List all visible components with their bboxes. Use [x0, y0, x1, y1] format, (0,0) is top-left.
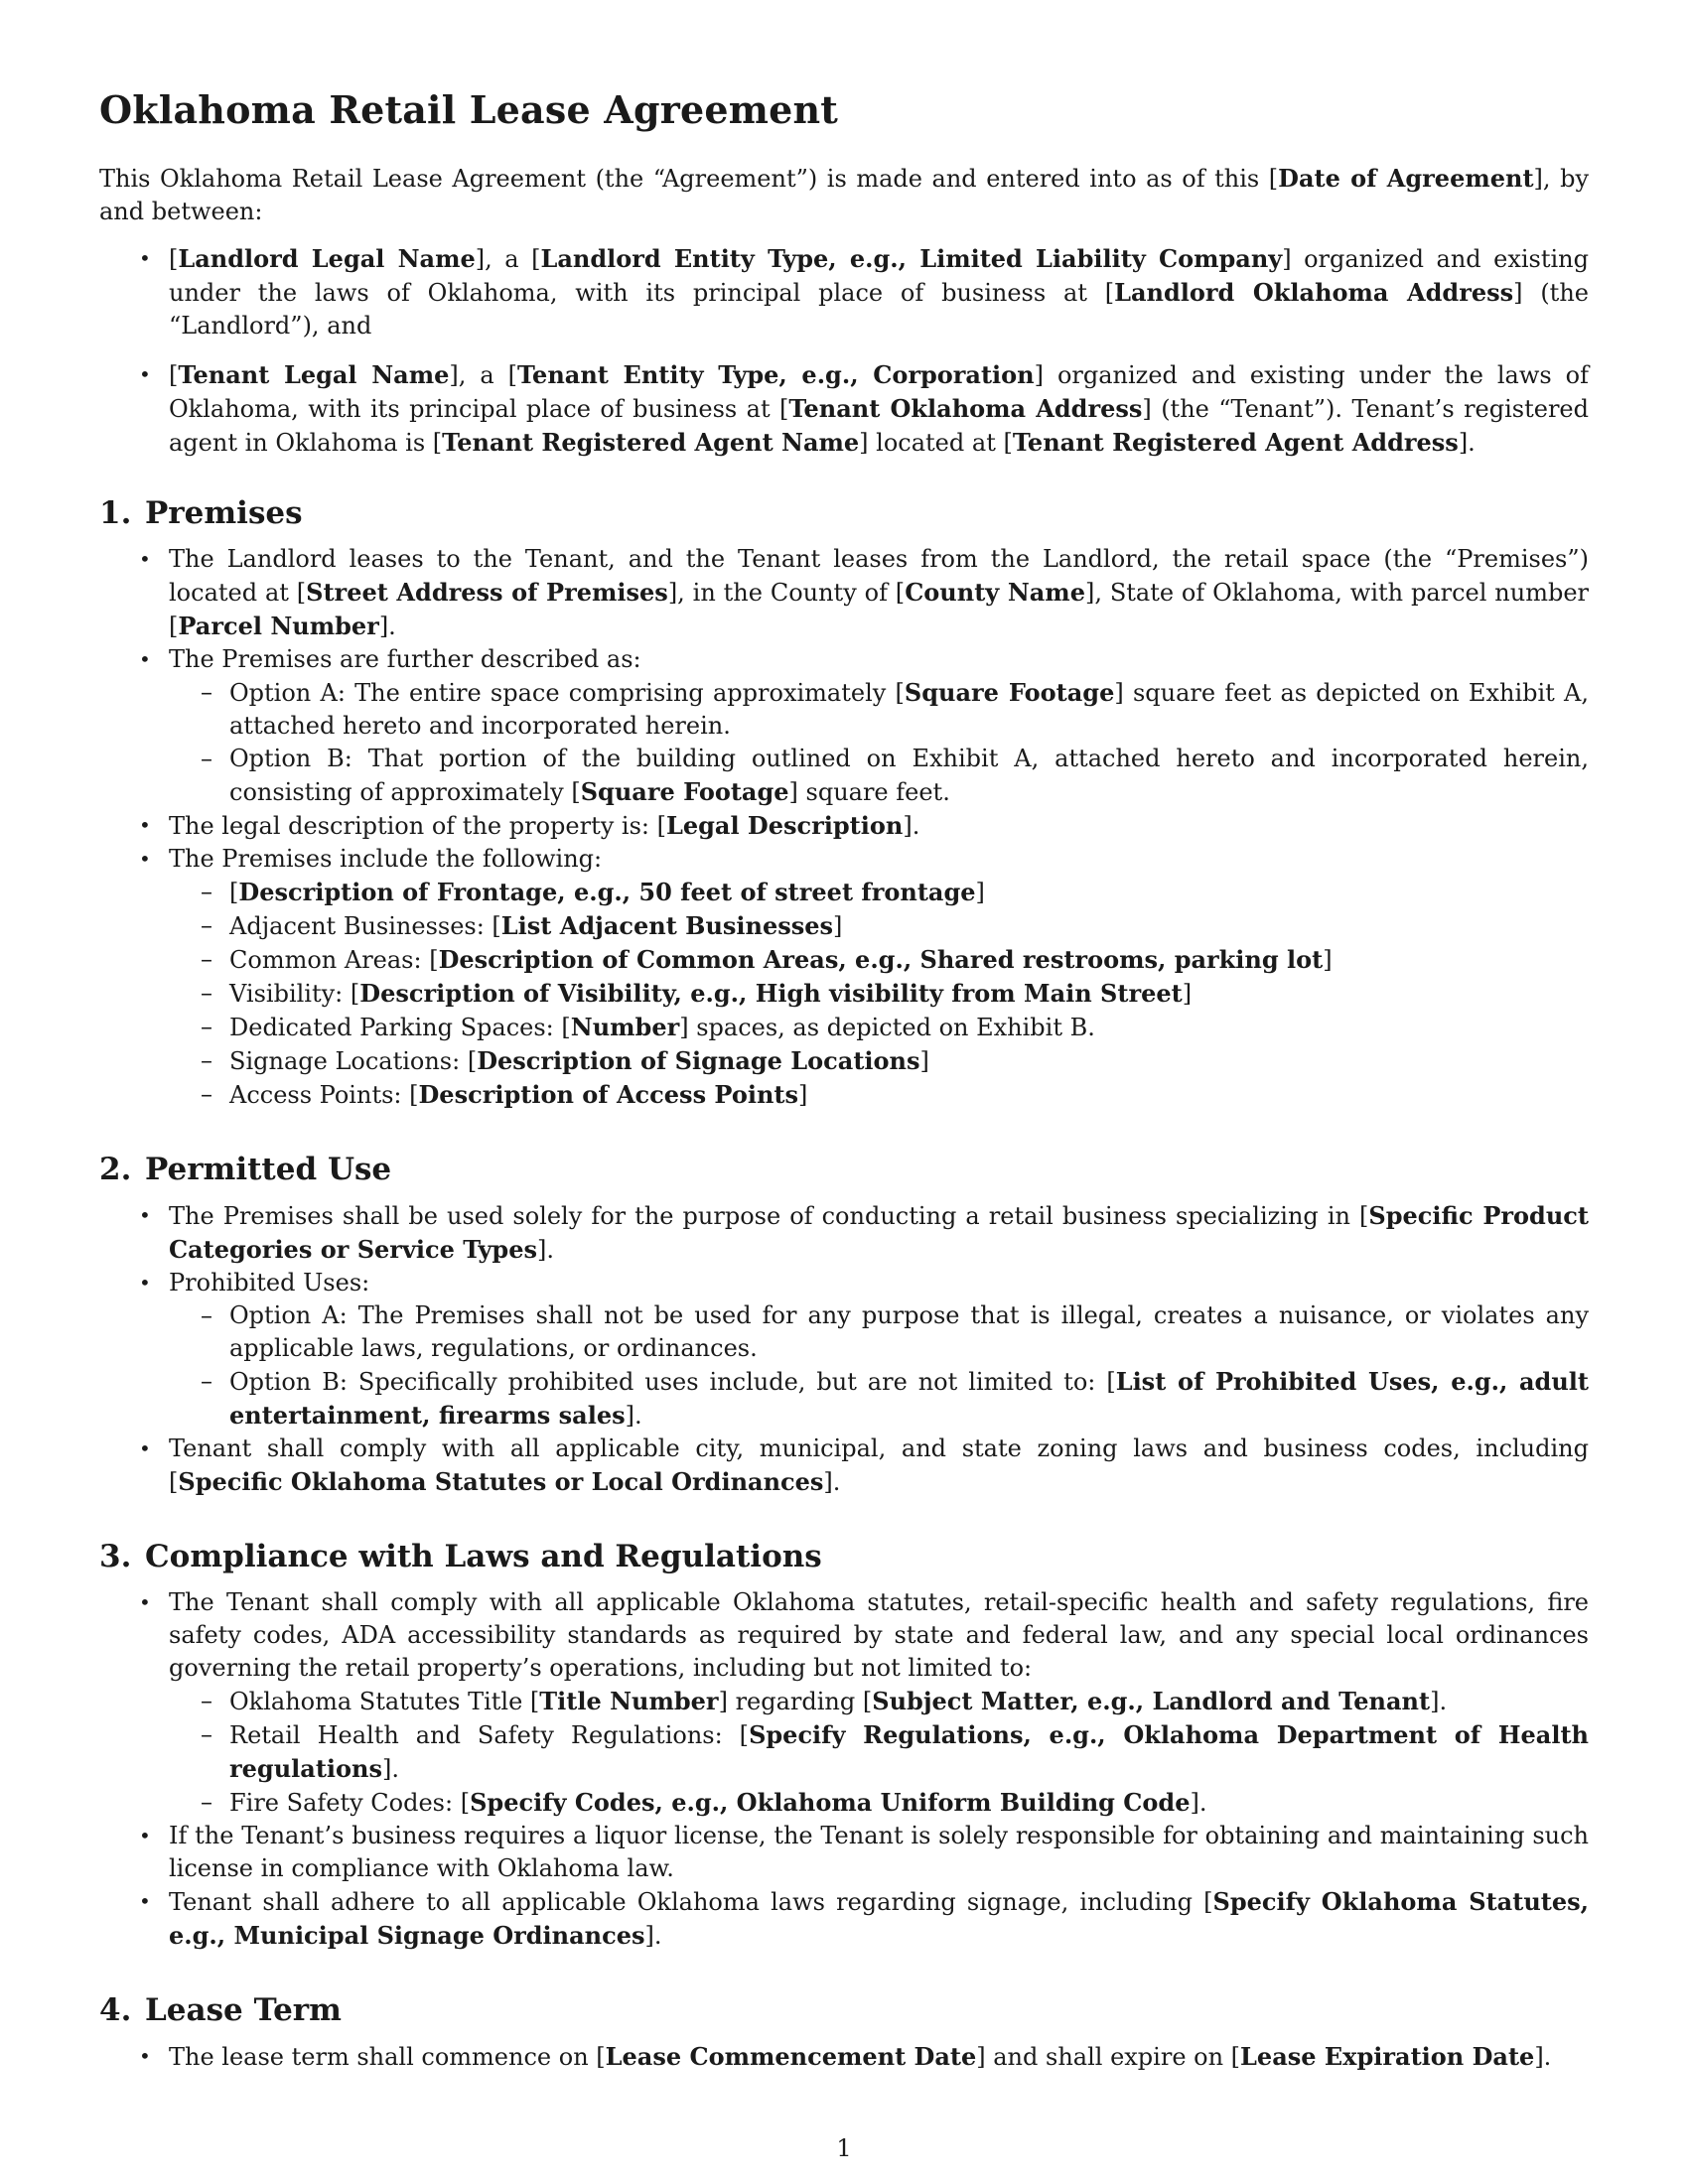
bullet-icon: •	[139, 547, 151, 571]
field-visibility: Description of Visibility, e.g., High visibility from Main Street	[359, 979, 1183, 1008]
sublist-item: – [Description of Frontage, e.g., 50 feet of street frontage]	[201, 878, 985, 906]
sublist	[169, 876, 1589, 1112]
list-item: • Tenant shall adhere to all applicable Oklahoma laws regarding signage, including [Specify Oklahoma Statutes, e.g., Municipal Signage Ordinances].	[139, 1887, 1589, 1950]
bullet-icon: •	[139, 2044, 151, 2068]
dash-icon: –	[201, 1367, 212, 1395]
list-item: • The Premises are further described as: – Option A: The entire space comprising approximately [Square Footage] square feet as depicted on Exhibit A, attached hereto and incorporated herein. – Option B: That portion of the building outlined on Exhibit A, attached hereto and incorporated herein, consisting of approximately [Square Footage] square feet.	[99, 643, 1589, 809]
field-tenant-agent-address: Tenant Registered Agent Address	[1012, 428, 1459, 457]
dash-icon: –	[201, 1046, 212, 1074]
dash-icon: –	[201, 945, 212, 973]
field-commencement-date: Lease Commencement Date	[605, 2042, 977, 2071]
field-common-areas: Description of Common Areas, e.g., Shared restrooms, parking lot	[438, 945, 1324, 974]
sublist-item: – Option A: The Premises shall not be used for any purpose that is illegal, creates a nuisance, or violates any applicable laws, regulations, or ordinances.	[201, 1301, 1589, 1362]
parties-list	[99, 242, 1589, 460]
sublist-item: – Option B: That portion of the building outlined on Exhibit A, attached hereto and incorporated herein, consisting of approximately [Square Footage] square feet.	[201, 745, 1589, 806]
field-square-footage: Square Footage	[904, 678, 1115, 707]
sublist	[169, 1299, 1589, 1433]
bullet-icon: •	[139, 1271, 151, 1295]
field-date-of-agreement: Date of Agreement	[1278, 164, 1534, 193]
field-health-regulations: Specify Regulations, e.g., Oklahoma Department of Health regulations	[229, 1720, 1590, 1783]
section-heading-premises: 1. Premises	[99, 495, 303, 531]
field-signage-statutes: Specify Oklahoma Statutes, e.g., Municipal Signage Ordinances	[169, 1887, 1589, 1950]
party-landlord: • [Landlord Legal Name], a [Landlord Entity Type, e.g., Limited Liability Company] organized and existing under the laws of Oklahoma, with its principal place of business at [Landlord Oklahoma Address] (the “Landlord”), and	[139, 244, 1590, 340]
section-heading-lease-term: 4. Lease Term	[99, 1992, 342, 2028]
bullet-icon: •	[139, 847, 151, 871]
list-item: • The Landlord leases to the Tenant, and the Tenant leases from the Landlord, the retail space (the “Premises”) located at [Street Address of Premises], in the County of [County Name], State of Oklahoma, with parcel number [Parcel Number].	[139, 545, 1590, 640]
dash-icon: –	[201, 878, 212, 905]
field-landlord-address: Landlord Oklahoma Address	[1114, 278, 1514, 307]
sublist-item: – Option A: The entire space comprising approximately [Square Footage] square feet as depicted on Exhibit A, attached hereto and incorporated herein.	[201, 678, 1589, 740]
party-tenant: • [Tenant Legal Name], a [Tenant Entity Type, e.g., Corporation] organized and existing under the laws of Oklahoma, with its principal place of business at [Tenant Oklahoma Address] (the “Tenant”). Tenant’s registered agent in Oklahoma is [Tenant Registered Agent Name] located at [Tenant Registered Agent Address].	[139, 360, 1590, 457]
dash-icon: –	[201, 1788, 212, 1816]
dash-icon: –	[201, 1720, 212, 1748]
bullet-icon: •	[139, 1824, 151, 1847]
field-street-address: Street Address of Premises	[306, 578, 668, 607]
document-title: Oklahoma Retail Lease Agreement	[99, 87, 839, 132]
bullet-icon: •	[139, 813, 151, 837]
field-product-categories: Specific Product Categories or Service Types	[169, 1201, 1589, 1264]
field-tenant-entity: Tenant Entity Type, e.g., Corporation	[516, 360, 1035, 389]
field-parcel-number: Parcel Number	[178, 612, 379, 640]
bullet-icon: •	[139, 246, 151, 270]
field-tenant-agent-name: Tenant Registered Agent Name	[442, 428, 860, 457]
field-adjacent-businesses: List Adjacent Businesses	[500, 911, 834, 940]
list-item: • The Tenant shall comply with all applicable Oklahoma statutes, retail-specific health and safety regulations, fire safety codes, ADA accessibility standards as required by state and federal law, and any special local ordinances governing the retail property’s operations, including but not limited to: – Oklahoma Statutes Title [Title Number] regarding [Subject Matter, e.g., Landlord and Tenant]. – Retail Health and Safety Regulations: [Specify Regulations, e.g., Oklahoma Department of Health regulations]. – Fire Safety Codes: [Specify Codes, e.g., Oklahoma Uniform Building Code].	[99, 1586, 1589, 1820]
sublist-item: – Fire Safety Codes: [Specify Codes, e.g., Oklahoma Uniform Building Code].	[201, 1788, 1207, 1817]
field-expiration-date: Lease Expiration Date	[1240, 2042, 1535, 2071]
field-frontage: Description of Frontage, e.g., 50 feet of street frontage	[238, 878, 976, 906]
sublist-item: – Common Areas: [Description of Common Areas, e.g., Shared restrooms, parking lot]	[201, 945, 1333, 974]
sublist-item: – Adjacent Businesses: [List Adjacent Businesses]	[201, 911, 843, 940]
field-landlord-entity: Landlord Entity Type, e.g., Limited Liability Company	[540, 244, 1283, 273]
dash-icon: –	[201, 979, 212, 1007]
sublist	[169, 1685, 1589, 1820]
intro-paragraph: This Oklahoma Retail Lease Agreement (the “Agreement”) is made and entered into as of this [Date of Agreement], by and between:	[99, 164, 1589, 225]
sublist-item: – Dedicated Parking Spaces: [Number] spaces, as depicted on Exhibit B.	[201, 1013, 1095, 1041]
list-item: • The Premises shall be used solely for the purpose of conducting a retail business specializing in [Specific Product Categories or Service Types].	[139, 1201, 1589, 1264]
field-legal-description: Legal Description	[665, 811, 904, 840]
list-item: • The lease term shall commence on [Lease Commencement Date] and shall expire on [Lease Expiration Date].	[139, 2042, 1552, 2071]
bullet-icon: •	[139, 362, 151, 386]
field-square-footage: Square Footage	[580, 777, 789, 806]
sublist-item: – Access Points: [Description of Access Points]	[201, 1080, 808, 1109]
list-item: • Prohibited Uses: – Option A: The Premises shall not be used for any purpose that is illegal, creates a nuisance, or violates any applicable laws, regulations, or ordinances. – Option B: Specifically prohibited uses include, but are not limited to: [List of Prohibited Uses, e.g., adult entertainment, firearms sales].	[99, 1267, 1589, 1433]
field-county-name: County Name	[905, 578, 1085, 607]
field-landlord-name: Landlord Legal Name	[178, 244, 476, 273]
document-page	[99, 87, 1589, 2074]
bullet-icon: •	[139, 1436, 151, 1460]
field-statutes-ordinances: Specific Oklahoma Statutes or Local Ordinances	[178, 1467, 824, 1496]
list-item: • Tenant shall comply with all applicable city, municipal, and state zoning laws and business codes, including [Specific Oklahoma Statutes or Local Ordinances].	[139, 1434, 1589, 1496]
dash-icon: –	[201, 1080, 212, 1108]
field-access-points: Description of Access Points	[418, 1080, 799, 1109]
list-item: • The legal description of the property is: [Legal Description].	[139, 811, 920, 840]
section-heading-compliance: 3. Compliance with Laws and Regulations	[99, 1539, 822, 1574]
field-fire-codes: Specify Codes, e.g., Oklahoma Uniform Building Code	[470, 1788, 1191, 1817]
dash-icon: –	[201, 678, 212, 706]
dash-icon: –	[201, 1687, 212, 1714]
field-title-number: Title Number	[539, 1687, 719, 1715]
sublist-item: – Oklahoma Statutes Title [Title Number] regarding [Subject Matter, e.g., Landlord and Tenant].	[201, 1687, 1448, 1715]
sublist	[169, 676, 1589, 809]
list-item: • The Premises include the following: – [Description of Frontage, e.g., 50 feet of street frontage] – Adjacent Businesses: [List Adjacent Businesses] – Common Areas: [Description of Common Areas, e.g., Shared restrooms, parking lot] – Visibility: [Description of Visibility, e.g., High visibility from Main Street] – Dedicated Parking Spaces: [Number] spaces, as depicted on Exhibit B. – Signage Locations: [Description of Signage Locations] – Access Points: [Description of Access Points]	[99, 843, 1589, 1112]
sublist-item: – Visibility: [Description of Visibility, e.g., High visibility from Main Street]	[201, 979, 1193, 1008]
field-parking-number: Number	[570, 1013, 680, 1041]
sublist-item: – Signage Locations: [Description of Signage Locations]	[201, 1046, 929, 1075]
dash-icon: –	[201, 1301, 212, 1329]
field-tenant-name: Tenant Legal Name	[178, 360, 450, 389]
field-prohibited-uses: List of Prohibited Uses, e.g., adult entertainment, firearms sales	[229, 1367, 1589, 1430]
dash-icon: –	[201, 745, 212, 772]
dash-icon: –	[201, 911, 212, 939]
page-number: 1	[836, 2134, 852, 2162]
lease-term-list	[99, 2040, 1589, 2074]
field-subject-matter: Subject Matter, e.g., Landlord and Tenant	[872, 1687, 1431, 1715]
bullet-icon: •	[139, 1889, 151, 1913]
section-heading-permitted-use: 2. Permitted Use	[99, 1152, 392, 1187]
permitted-use-list	[99, 1199, 1589, 1499]
bullet-icon: •	[139, 1590, 151, 1614]
sublist-item: – Retail Health and Safety Regulations: [Specify Regulations, e.g., Oklahoma Department of Health regulations].	[201, 1720, 1590, 1783]
dash-icon: –	[201, 1013, 212, 1040]
list-item: • If the Tenant’s business requires a liquor license, the Tenant is solely responsible for obtaining and maintaining such license in compliance with Oklahoma law.	[139, 1822, 1589, 1882]
bullet-icon: •	[139, 647, 151, 671]
sublist-item: – Option B: Specifically prohibited uses include, but are not limited to: [List of Prohibited Uses, e.g., adult entertainment, firearms sales].	[201, 1367, 1589, 1430]
premises-list	[99, 543, 1589, 1112]
bullet-icon: •	[139, 1203, 151, 1227]
compliance-list	[99, 1586, 1589, 1953]
field-signage-locations: Description of Signage Locations	[477, 1046, 920, 1075]
field-tenant-address: Tenant Oklahoma Address	[788, 394, 1143, 423]
